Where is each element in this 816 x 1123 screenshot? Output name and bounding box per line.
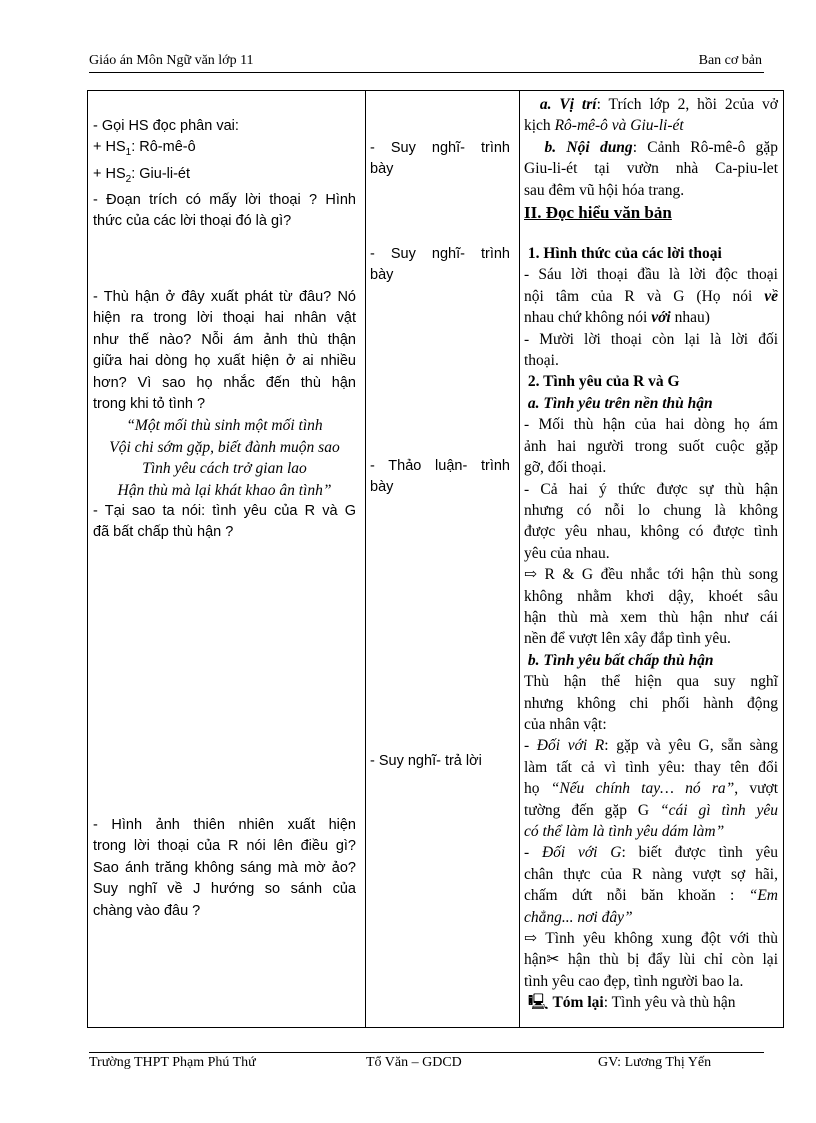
lesson-content: a. Vị trí: Trích lớp 2, hồi 2của vở kịch Rô-mê-ô và Giu-li-ét b. Nội dung: Cảnh Rô-mê-ô gặp Giu-li-ét tại vườn nhà Ca-piu-let sau đêm vũ hội hóa trang. II. Đọc hiểu văn bản 1. Hình thức của các lời thoại - Sáu lời thoại đầu là lời độc thoại nội tâm của R và G (Họ nói về nhau chứ không nói với nhau) - Mười lời thoại còn lại là lời đối thoại. 2. Tình yêu của R và G a. Tình yêu trên nền thù hận - Mối thù hận của hai dòng họ ám ảnh hai người trong suốt cuộc gặp gỡ, đối thoại. - Cả hai ý thức được sự thù hận nhưng có nỗi lo chung là không được yêu nhau, không có được tình yêu của nhau. ⇨ R & G đều nhắc tới hận thù song không nhằm khơi dậy, khoét sâu hận thù mà xem thù hận như cái nền để vượt lên xây đắp tình yêu. b. Tình yêu bất chấp thù hận Thù hận thể hiện qua suy nghĩ nhưng không chi phối hành động của nhân vật: - Đối với R: gặp và yêu G, sẵn sàng làm tất cả vì tình yêu: thay tên đổi họ “Nếu chính tay… nó ra”, vượt tường đến gặp G “cái gì tình yêu có thể làm là tình yêu dám làm” - Đối với G: biết được tình yêu chân thực của R nàng vượt sợ hãi, chấm dứt nỗi băn khoăn : “Em chẳng... nơi đây” ⇨ Tình yêu không xung đột với thù hận✂ hận thù bị đẩy lùi chỉ còn lại tình yêu cao đẹp, tình người bao la. 🖳 Tóm lại: Tình yêu và thù hận <box>524 94 778 1014</box>
poem-quote: “Một mối thù sinh một mối tình <box>126 417 323 435</box>
footer-rule <box>89 1052 764 1053</box>
footer-teacher: GV: Lương Thị Yến <box>598 1055 712 1070</box>
page-header <box>89 53 762 73</box>
footer-department: Tổ Văn – GDCD <box>366 1055 462 1070</box>
student-activity: - Suy nghĩ- trình bày <box>370 140 510 178</box>
column-divider <box>365 91 366 1027</box>
teacher-question-hatred: - Thù hận ở đây xuất phát từ đâu? Nó hiện ra trong lời thoại hai nhân vật như thế nào? Nỗi ám ảnh thù thận giữa hai dòng họ xuất hiện ở ai nhiều hơn? Vì sao họ nhắc đến thù hận trong khi tỏ tình ? “Một mối thù sinh một mối tình Vội chi sớm gặp, biết đành muộn sao Tình yêu cách trở gian lao Hận thù mà lại khát khao ân tình” - Tại sao ta nói: tình yêu của R và G đã bất chấp thù hận ? <box>93 289 356 541</box>
student-activity: - Suy nghĩ- trả lời <box>370 753 482 769</box>
header-edition: Ban cơ bản <box>698 53 762 68</box>
subheading: 1. Hình thức của các lời thoại <box>527 245 722 263</box>
header-title: Giáo án Môn Ngữ văn lớp 11 <box>89 53 254 68</box>
student-activity: - Thảo luận- trình bày <box>370 458 510 496</box>
footer-school: Trường THPT Phạm Phú Thứ <box>89 1055 256 1070</box>
section-title: II. Đọc hiểu văn bản <box>524 203 672 223</box>
student-activity: - Suy nghĩ- trình bày <box>370 246 510 284</box>
computer-icon: 🖳 <box>527 994 549 1012</box>
header-rule <box>89 72 764 73</box>
teacher-question-nature: - Hình ảnh thiên nhiên xuất hiện trong lời thoại của R nói lên điều gì? Sao ánh trăng không sáng mà mờ ảo? Suy nghĩ về J hướng so sánh của chàng vào đâu ? <box>93 817 356 919</box>
lesson-table <box>87 90 784 1028</box>
scissors-icon: ✂ <box>546 951 560 969</box>
right-arrow-icon: ⇨ <box>524 930 537 948</box>
teacher-question-reading: - Gọi HS đọc phân vai: + $HS_1$: Rô-mê-ô + $HS_2$: Giu-li-ét - Đoạn trích có mấy lời thoại ? Hình thức của các lời thoại đó là gì? <box>93 118 356 230</box>
right-arrow-icon: ⇨ <box>524 566 537 584</box>
column-divider <box>519 91 520 1027</box>
subheading: 2. Tình yêu của R và G <box>527 373 680 391</box>
